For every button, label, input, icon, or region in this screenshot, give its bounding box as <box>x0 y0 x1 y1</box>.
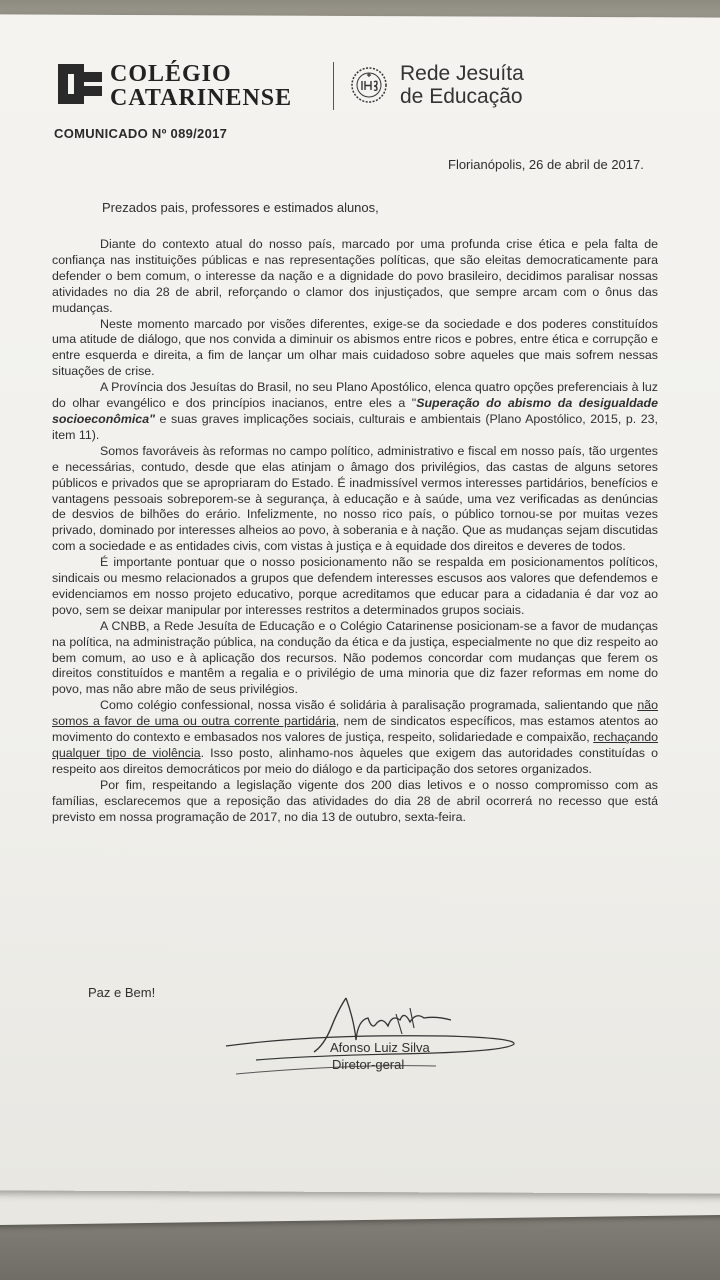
paragraph-3-start: A Província dos Jesuítas do Brasil, no seu Plano Apostólico, elenca quatro opções preferenciais à luz do olhar evangélico e dos princípios inacianos, entre eles a " <box>52 380 658 411</box>
paragraph-7-part-a: Como colégio confessional, nossa visão é solidária à paralisação programada, salientando que <box>100 698 638 713</box>
network-name <box>400 62 524 108</box>
paragraph-6: A CNBB, a Rede Jesuíta de Educação e o Colégio Catarinense posicionam-se a favor de mudanças na política, na administração pública, na condução da ética e da justiça, especialmente no que diz respeito ao bem comum, ao uso e à aplicação dos recursos. Não podemos concordar com mudanças que ferem os direitos constituídos e mantêm a regalia e o privilégio de uma minoria que diz fazer reformas em nome do povo, mas não abre mão de seus privilégios. <box>52 618 658 697</box>
school-name <box>110 62 292 110</box>
paragraph-2: Neste momento marcado por visões diferentes, exige-se da sociedade e dos poderes constituídos uma atitude de diálogo, que nos convida a diminuir os abismos entre ricos e pobres, entre ética e corrupção e entre esquerda e direita, a fim de lançar um olhar mais cuidadoso sobre aqueles que mais sofrem nessas situações de crise. <box>52 316 658 379</box>
paragraph-7-underline-1: não somos a favor de uma ou outra corrente partidária <box>52 698 658 729</box>
ihs-jesuit-seal-icon <box>350 66 388 104</box>
paragraph-8: Por fim, respeitando a legislação vigente dos 200 dias letivos e o nosso compromisso com as famílias, esclarecemos que a reposição das atividades do dia 28 de abril ocorrerá no recesso que está previsto em nossa programação de 2017, no dia 13 de outubro, sexta-feira. <box>52 777 658 824</box>
signer-title: Diretor-geral <box>332 1057 405 1072</box>
paragraph-5: É importante pontuar que o nosso posicionamento não se respalda em posicionamentos políticos, sindicais ou mesmo relacionados a grupos que defendem interesses escusos aos valores que defendemos e evidenciamos em nosso projeto educativo, porque acreditamos que educar para a cidadania é dar voz ao povo, sem se deixar manipular por interesses restritos a determinados grupos sociais. <box>52 555 658 617</box>
paragraph-3-end: e suas graves implicações sociais, culturais e ambientais (Plano Apostólico, 2015, p. 23, item 11). <box>52 411 658 442</box>
letter-body <box>52 237 658 826</box>
colegio-catarinense-logo-icon <box>54 62 106 106</box>
paragraph-7-underline-2: rechaçando qualquer tipo de violência <box>52 730 658 760</box>
school-name-line1: COLÉGIO <box>110 61 232 87</box>
network-name-line2: de Educação <box>400 85 523 108</box>
paragraph-7-part-c: . Isso posto, alinhamo-nos àqueles que exigem das autoridades constituídas o respeito aos direitos democráticos por meio do diálogo e da participação dos setores organizados. <box>52 746 659 776</box>
paragraph-7 <box>52 698 658 778</box>
closing-greeting: Paz e Bem! <box>88 985 156 1000</box>
place-date: Florianópolis, 26 de abril de 2017. <box>448 157 644 172</box>
paragraph-4: Somos favoráveis às reformas no campo político, administrativo e fiscal em nosso país, tão urgentes e necessárias, contudo, desde que elas atinjam o âmago dos privilégios, das castas de alguns setores públicos e privados que se apropriaram do Estado. É inadmissível vermos interesses partidários, benefícios e vantagens pessoais sobreporem-se à segurança, à educação e à saúde, uma vez verificadas as denúncias de desvios de bilhões do erário. Infelizmente, no nosso rico país, o público tornou-se por muitas vezes privado, dominado por interesses alheios ao povo, à soberania e à nação. Que as mudanças sejam discutidas com a sociedade e as entidades civis, com vistas à justiça e à equidade dos direitos e deveres de todos. <box>52 443 658 554</box>
signer-name: Afonso Luiz Silva <box>330 1040 430 1055</box>
network-name-line1: Rede Jesuíta <box>400 62 524 85</box>
header-divider <box>333 62 334 110</box>
paragraph-7-part-b: , nem de sindicatos específicos, mas estamos atentos ao movimento do contexto e embasados nos valores de justiça, respeito, solidariedade e compaixão, <box>52 714 658 745</box>
salutation: Prezados pais, professores e estimados alunos, <box>102 200 379 215</box>
paragraph-1: Diante do contexto atual do nosso país, marcado por uma profunda crise ética e pela falta de confiança nas instituições públicas e nas representações políticas, que são eleitas democraticamente para defender o bem comum, o interesse da nação e a dignidade do povo brasileiro, decidimos paralisar nossas atividades no dia 28 de abril, reforçando o clamor dos injustiçados, que sempre arcam com o ônus das mudanças. <box>52 237 658 315</box>
document-number: COMUNICADO Nº 089/2017 <box>54 126 228 141</box>
paragraph-3 <box>52 380 658 444</box>
school-name-line2: CATARINENSE <box>110 85 293 111</box>
paragraph-3-emphasis: Superação do abismo da desigualdade socioeconômica" <box>52 396 658 426</box>
